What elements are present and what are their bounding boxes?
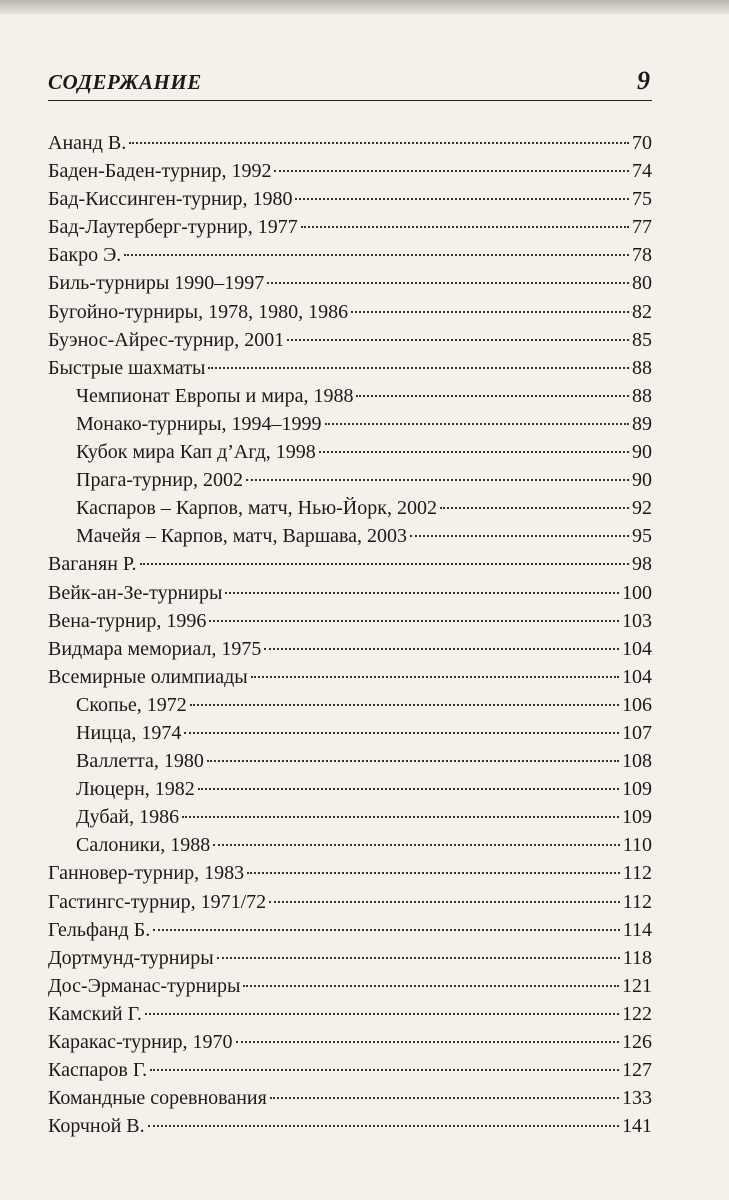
toc-subentry	[48, 775, 652, 803]
dot-leader	[267, 282, 629, 284]
toc-entry-title: Каспаров Г.	[48, 1059, 148, 1082]
dot-leader	[153, 929, 620, 931]
toc-subentry	[48, 719, 652, 747]
toc-entry-page: 127	[622, 1059, 652, 1082]
toc-entry-title: Чемпионат Европы и мира, 1988	[76, 384, 354, 407]
toc-entry-title: Ананд В.	[48, 132, 127, 154]
toc-entry-page: 85	[632, 328, 652, 351]
toc-entry-title: Камский Г.	[48, 1002, 142, 1025]
dot-leader	[207, 760, 619, 762]
toc-entry-page: 106	[622, 693, 652, 716]
toc-entry-page: 98	[632, 553, 652, 576]
dot-leader	[145, 1013, 619, 1015]
toc-entry-page: 100	[622, 581, 652, 604]
dot-leader	[274, 170, 629, 172]
toc-entry-title: Гастингс-турнир, 1971/72	[48, 890, 267, 913]
toc-entry	[48, 859, 652, 887]
toc-entry-page: 121	[622, 974, 652, 997]
toc-entry	[48, 213, 652, 241]
toc-entry-page: 75	[632, 188, 652, 211]
toc-entry-page: 92	[632, 497, 652, 520]
toc-subentry	[48, 410, 652, 438]
dot-leader	[243, 985, 619, 987]
toc-subentry	[48, 382, 652, 410]
toc-entry	[48, 635, 652, 663]
toc-subentry	[48, 803, 652, 831]
toc-entry-title: Мачейя – Карпов, матч, Варшава, 2003	[76, 525, 408, 548]
dot-leader	[198, 788, 619, 790]
toc-entry-page: 80	[632, 272, 652, 295]
toc-entry	[48, 1084, 652, 1112]
toc-subentry	[48, 438, 652, 466]
dot-leader	[295, 198, 629, 200]
dot-leader	[140, 563, 629, 565]
page-number: 9	[637, 66, 650, 95]
toc-entry-page: 88	[632, 356, 652, 379]
toc-entry-title: Салоники, 1988	[76, 834, 211, 857]
toc-entry	[48, 185, 652, 213]
toc-entry	[48, 269, 652, 297]
dot-leader	[124, 254, 629, 256]
toc-entry-title: Ваганян Р.	[48, 553, 137, 576]
dot-leader	[190, 704, 619, 706]
dot-leader	[356, 395, 629, 397]
toc-entry-page: 114	[622, 918, 652, 941]
toc-entry	[48, 1000, 652, 1028]
dot-leader	[319, 451, 629, 453]
toc-entry-page: 109	[622, 806, 652, 829]
toc-entry-page: 109	[622, 778, 652, 801]
toc-entry-page: 118	[622, 946, 652, 969]
toc-entry	[48, 579, 652, 607]
toc-entry-page: 74	[632, 160, 652, 183]
toc-entry-title: Буэнос-Айрес-турнир, 2001	[48, 328, 285, 351]
toc-entry-page: 141	[622, 1115, 652, 1138]
dot-leader	[213, 844, 620, 846]
toc-entry-page: 133	[622, 1087, 652, 1110]
toc-entry-page: 107	[622, 721, 652, 744]
toc-entry-title: Бугойно-турниры, 1978, 1980, 1986	[48, 300, 349, 323]
toc-entry	[48, 944, 652, 972]
dot-leader	[351, 311, 629, 313]
dot-leader	[325, 423, 629, 425]
dot-leader	[269, 901, 620, 903]
toc-entry-title: Гельфанд Б.	[48, 918, 151, 941]
toc-entry	[48, 916, 652, 944]
toc-entry	[48, 157, 652, 185]
toc-entry-title: Ганновер-турнир, 1983	[48, 862, 245, 885]
dot-leader	[264, 648, 619, 650]
toc-entry-title: Каракас-турнир, 1970	[48, 1031, 233, 1053]
toc-entry-title: Валлетта, 1980	[76, 750, 204, 773]
dot-leader	[270, 1097, 619, 1099]
toc-entry-title: Баден-Баден-турнир, 1992	[48, 160, 272, 183]
toc-entry-title: Дубай, 1986	[76, 806, 180, 829]
toc-entry-title: Быстрые шахматы	[48, 356, 206, 379]
toc-entry-page: 90	[632, 441, 652, 464]
toc-subentry	[48, 747, 652, 775]
toc-entry-page: 110	[622, 834, 652, 857]
toc-entry	[48, 354, 652, 382]
dot-leader	[217, 957, 620, 959]
toc-subentry	[48, 522, 652, 550]
toc-entry-title: Бад-Киссинген-турнир, 1980	[48, 188, 293, 211]
dot-leader	[251, 676, 619, 678]
toc-entry-title: Бакро Э.	[48, 244, 122, 267]
toc-entry-page: 70	[632, 132, 652, 154]
toc-entry-page: 88	[632, 384, 652, 407]
toc-entry-title: Кубок мира Кап д’Агд, 1998	[76, 441, 316, 464]
dot-leader	[182, 816, 619, 818]
toc-entry	[48, 663, 652, 691]
toc-entry	[48, 129, 652, 157]
toc-subentry	[48, 831, 652, 859]
toc-entry-title: Вена-турнир, 1996	[48, 609, 207, 632]
toc-entry-title: Люцерн, 1982	[76, 778, 195, 801]
toc-subentry	[48, 691, 652, 719]
dot-leader	[225, 592, 619, 594]
toc-entry	[48, 888, 652, 916]
toc-entry-title: Дос-Эрманас-турниры	[48, 974, 241, 997]
page-top-edge	[0, 0, 729, 14]
toc-entry-title: Биль-турниры 1990–1997	[48, 272, 265, 295]
toc-entry-page: 77	[632, 216, 652, 239]
toc-entry-page: 95	[632, 525, 652, 548]
toc-entry-title: Монако-турниры, 1994–1999	[76, 412, 322, 435]
toc-entry-page: 122	[622, 1002, 652, 1025]
section-title: СОДЕРЖАНИЕ	[48, 70, 202, 94]
dot-leader	[184, 732, 619, 734]
toc-entry-page: 112	[622, 890, 652, 913]
toc-entry	[48, 972, 652, 1000]
toc-subentry	[48, 494, 652, 522]
dot-leader	[129, 142, 629, 144]
dot-leader	[287, 339, 629, 341]
toc-entry-page: 90	[632, 469, 652, 492]
toc-entry-page: 82	[632, 300, 652, 323]
toc-entry-title: Командные соревнования	[48, 1087, 267, 1110]
table-of-contents	[48, 129, 652, 1140]
toc-entry	[48, 298, 652, 326]
dot-leader	[246, 479, 629, 481]
toc-entry-page: 78	[632, 244, 652, 267]
toc-entry	[48, 1112, 652, 1140]
toc-entry-page: 112	[622, 862, 652, 885]
toc-entry	[48, 241, 652, 269]
toc-entry-page: 108	[622, 750, 652, 773]
toc-entry-title: Вейк-ан-Зе-турниры	[48, 581, 223, 604]
dot-leader	[236, 1041, 619, 1043]
toc-entry-page: 89	[632, 412, 652, 435]
toc-entry-title: Корчной В.	[48, 1115, 145, 1138]
toc-entry-page: 103	[622, 609, 652, 632]
toc-entry-page: 104	[622, 637, 652, 660]
toc-entry-title: Каспаров – Карпов, матч, Нью-Йорк, 2002	[76, 497, 437, 520]
dot-leader	[410, 535, 629, 537]
toc-subentry	[48, 466, 652, 494]
toc-entry-title: Всемирные олимпиады	[48, 665, 248, 688]
toc-entry-page: 104	[622, 665, 652, 688]
dot-leader	[209, 620, 619, 622]
dot-leader	[150, 1069, 619, 1071]
toc-entry	[48, 1056, 652, 1084]
toc-entry	[48, 1028, 652, 1056]
toc-entry-title: Скопье, 1972	[76, 693, 187, 716]
toc-entry	[48, 550, 652, 578]
toc-entry-title: Ницца, 1974	[76, 721, 182, 744]
toc-entry	[48, 326, 652, 354]
dot-leader	[148, 1125, 619, 1127]
toc-entry-title: Прага-турнир, 2002	[76, 469, 243, 492]
toc-entry-title: Бад-Лаутерберг-турнир, 1977	[48, 216, 298, 239]
toc-entry-title: Видмара мемориал, 1975	[48, 637, 262, 660]
dot-leader	[440, 507, 629, 509]
toc-entry	[48, 607, 652, 635]
dot-leader	[208, 367, 629, 369]
dot-leader	[247, 872, 620, 874]
running-header	[48, 66, 652, 101]
dot-leader	[301, 226, 629, 228]
toc-entry-title: Дортмунд-турниры	[48, 946, 214, 969]
toc-entry-page: 126	[622, 1031, 652, 1053]
